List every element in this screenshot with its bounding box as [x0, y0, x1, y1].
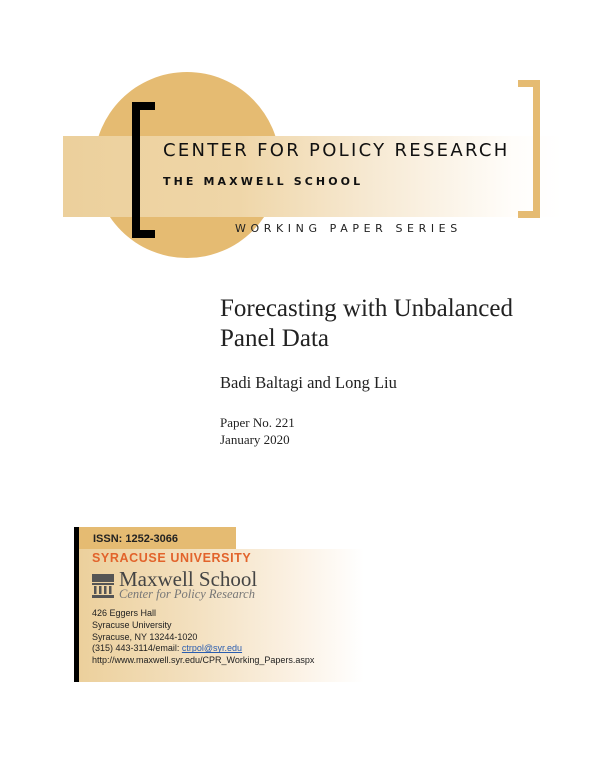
website-url[interactable]: http://www.maxwell.syr.edu/CPR_Working_Papers.aspx	[92, 655, 315, 666]
university-name: SYRACUSE UNIVERSITY	[92, 551, 252, 565]
footer-bar	[74, 527, 79, 682]
paper-date: January 2020	[220, 432, 290, 447]
org-name: CENTER FOR POLICY RESEARCH	[163, 140, 510, 161]
contact-line	[92, 643, 314, 655]
title-line-2: Panel Data	[220, 325, 329, 352]
issn: ISSN: 1252-3066	[79, 527, 236, 549]
phone: (315) 443-3114/email:	[92, 643, 182, 654]
paper-number: Paper No. 221	[220, 415, 295, 430]
email-link[interactable]: ctrpol@syr.edu	[181, 643, 243, 654]
address-line: 426 Eggers Hall	[92, 608, 157, 618]
paper-info	[220, 414, 295, 448]
maxwell-school: Maxwell School	[119, 567, 258, 591]
right-bracket	[518, 80, 540, 218]
address	[92, 608, 314, 667]
school-name: THE MAXWELL SCHOOL	[163, 175, 364, 188]
left-bracket	[132, 102, 155, 238]
authors: Badi Baltagi and Long Liu	[220, 373, 397, 392]
series-name: WORKING PAPER SERIES	[235, 222, 462, 235]
paper-title	[220, 294, 513, 354]
center-name: Center for Policy Research	[119, 587, 255, 601]
title-line-1: Forecasting with Unbalanced	[220, 295, 513, 322]
building-icon	[92, 572, 114, 598]
address-line: Syracuse University	[92, 619, 172, 630]
address-line: Syracuse, NY 13244-1020	[92, 631, 198, 642]
